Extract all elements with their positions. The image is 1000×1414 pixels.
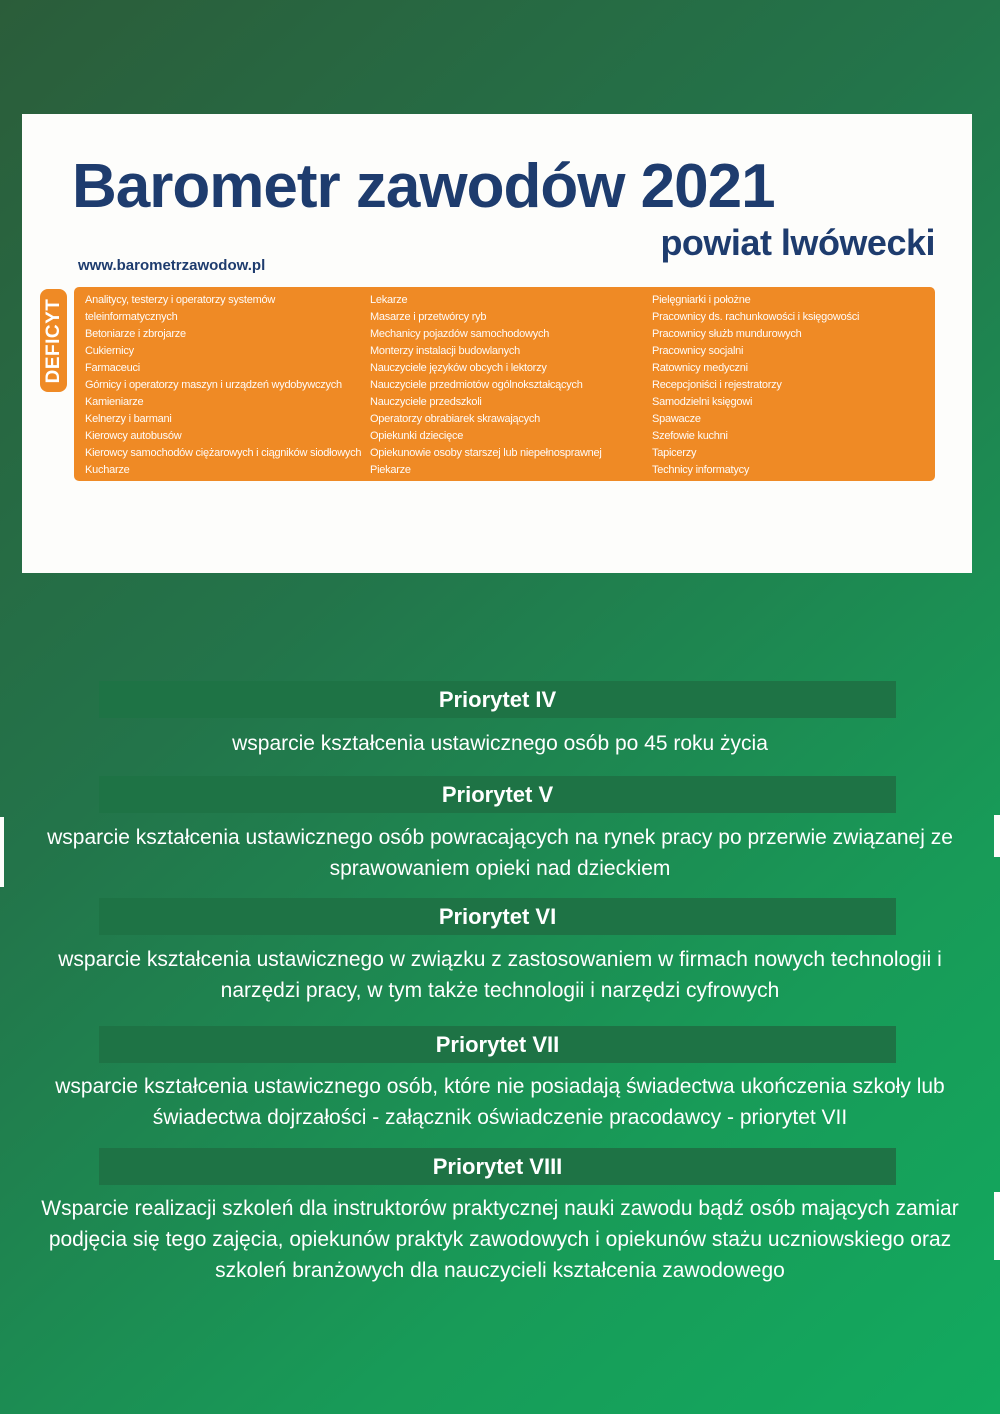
occupation: Recepcjoniści i rejestratorzy (652, 379, 782, 391)
occupation: Operatorzy obrabiarek skrawających (370, 413, 541, 425)
occupation: Cukiernicy (85, 345, 134, 357)
description-line: wsparcie kształcenia ustawicznego osób po 45 roku życia (232, 732, 768, 755)
edge-artifact (994, 1192, 1000, 1260)
occupation: Samodzielni księgowi (652, 396, 753, 408)
occupation: Ratownicy medyczni (652, 362, 748, 374)
barometr-card (22, 114, 972, 573)
occupation: Monterzy instalacji budowlanych (370, 345, 520, 357)
occupation: Masarze i przetwórcy ryb (370, 311, 487, 323)
description-line: narzędzi pracy, w tym także technologii i narzędzi cyfrowych (220, 979, 780, 1002)
occupation: teleinformatycznych (85, 311, 178, 323)
deficyt-tab (40, 289, 67, 392)
description-line: podjęcia się tego zajęcia, opiekunów praktyk zawodowych i opiekunów stażu uczniowskiego oraz (48, 1228, 952, 1251)
edge-artifact (0, 817, 4, 887)
occupation: Górnicy i operatorzy maszyn i urządzeń wydobywczych (85, 379, 342, 391)
occupation: Kelnerzy i barmani (85, 413, 172, 425)
occupation: Mechanicy pojazdów samochodowych (370, 328, 550, 340)
deficyt-label: DEFICYT (42, 298, 64, 383)
occupation: Nauczyciele przedszkoli (370, 396, 482, 408)
occupation: Pracownicy ds. rachunkowości i księgowości (652, 311, 860, 323)
priority-vi-header: Priorytet VI (99, 898, 896, 935)
occupations-column-2 (370, 292, 602, 479)
edge-artifact (994, 815, 1000, 857)
occupation: Nauczyciele języków obcych i lektorzy (370, 362, 547, 374)
occupation: Pielęgniarki i położne (652, 294, 751, 306)
description-line: wsparcie kształcenia ustawicznego osób powracających na rynek pracy po przerwie związanej ze (47, 826, 953, 849)
occupation: Kamieniarze (85, 396, 144, 408)
occupation: Opiekunowie osoby starszej lub niepełnosprawnej (370, 447, 602, 459)
occupation: Piekarze (370, 464, 411, 476)
priority-vii-header: Priorytet VII (99, 1026, 896, 1063)
priority-iv-description (0, 728, 1000, 759)
occupation: Kierowcy samochodów ciężarowych i ciągników siodłowych (85, 447, 362, 459)
occupation: Spawacze (652, 413, 701, 425)
occupation: Pracownicy służb mundurowych (652, 328, 802, 340)
occupation: Szefowie kuchni (652, 430, 728, 442)
occupation: Analitycy, testerzy i operatorzy systemów (85, 294, 276, 306)
occupation: Kucharze (85, 464, 130, 476)
occupation: Tapicerzy (652, 447, 697, 459)
occupation: Nauczyciele przedmiotów ogólnokształcących (370, 379, 583, 391)
occupations-column-3 (652, 292, 859, 479)
occupation: Lekarze (370, 294, 408, 306)
page-title: Barometr zawodów 2021 (72, 152, 775, 221)
occupation: Kierowcy autobusów (85, 430, 182, 442)
occupation: Technicy informatycy (652, 464, 750, 476)
priority-viii-description (0, 1193, 1000, 1286)
deficit-occupations-table (74, 287, 935, 481)
priority-vi-description (0, 944, 1000, 1006)
description-line: świadectwa dojrzałości - załącznik oświadczenie pracodawcy - priorytet VII (152, 1106, 848, 1129)
region-subtitle: powiat lwówecki (660, 222, 935, 263)
description-line: wsparcie kształcenia ustawicznego w związku z zastosowaniem w firmach nowych technologii i (58, 948, 942, 971)
occupations-column-1 (85, 292, 361, 479)
description-line: wsparcie kształcenia ustawicznego osób, które nie posiadają świadectwa ukończenia szkoły lub (55, 1075, 945, 1098)
priority-viii-header: Priorytet VIII (99, 1148, 896, 1185)
priority-iv-header: Priorytet IV (99, 681, 896, 718)
occupation: Pracownicy socjalni (652, 345, 744, 357)
website-link[interactable]: www.barometrzawodow.pl (78, 257, 266, 274)
description-line: sprawowaniem opieki nad dzieckiem (329, 857, 671, 880)
description-line: szkoleń branżowych dla nauczycieli kształcenia zawodowego (215, 1259, 785, 1282)
occupation: Opiekunki dziecięce (370, 430, 464, 442)
priority-vii-description (0, 1071, 1000, 1133)
occupation: Betoniarze i zbrojarze (85, 328, 186, 340)
priority-v-header: Priorytet V (99, 776, 896, 813)
occupation: Farmaceuci (85, 362, 140, 374)
priority-v-description (0, 822, 1000, 884)
description-line: Wsparcie realizacji szkoleń dla instruktorów praktycznej nauki zawodu bądź osób mających zamiar (41, 1197, 959, 1220)
